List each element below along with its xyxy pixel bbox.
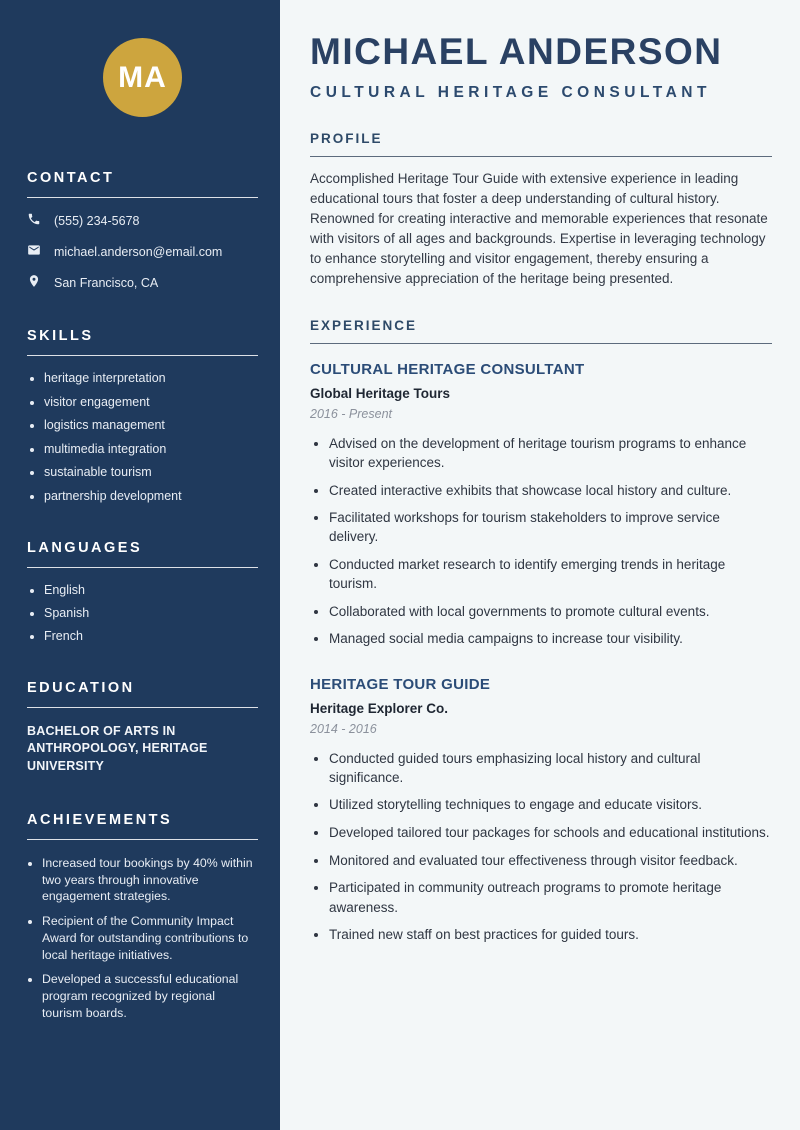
profile-heading: PROFILE (310, 131, 772, 157)
job-bullet: • Created interactive exhibits that showcase local history and culture. (329, 481, 772, 500)
profile-text: Accomplished Heritage Tour Guide with extensive experience in leading educational tours that foster a deep understanding of cultural history. Renowned for creating interactive and memorable experiences that resonate with visitors of all ages and backgrounds. Expertise in leveraging technology to enhance storytelling and visitor engagement, thereby ensuring a comprehensive appreciation of the heritage being presented. (310, 170, 768, 286)
skills-heading: SKILLS (27, 328, 258, 356)
contact-location (27, 274, 258, 291)
contact-location-text: San Francisco, CA (54, 275, 159, 290)
job-bullet: • Facilitated workshops for tourism stakeholders to improve service delivery. (329, 508, 772, 546)
languages-section (27, 540, 258, 643)
person-name: MICHAEL ANDERSON (310, 31, 723, 72)
achievement-item: • Recipient of the Community Impact Award for outstanding contributions to local heritage initiatives. (42, 913, 258, 963)
skill-item: • partnership development (44, 489, 258, 503)
education-section (27, 680, 258, 776)
education-degree: BACHELOR OF ARTS IN ANTHROPOLOGY, HERITAGE UNIVERSITY (27, 723, 208, 773)
skill-item: • sustainable tourism (44, 465, 258, 479)
language-item: • English (44, 583, 258, 597)
job-company: Heritage Explorer Co. (310, 700, 449, 716)
contact-heading: CONTACT (27, 170, 258, 198)
experience-job (310, 361, 772, 649)
profile-section (310, 131, 772, 289)
job-bullet: • Advised on the development of heritage tourism programs to enhance visitor experiences. (329, 434, 772, 472)
job-bullet: • Developed tailored tour packages for schools and educational institutions. (329, 823, 772, 842)
skill-item: • visitor engagement (44, 395, 258, 409)
achievement-item: • Developed a successful educational program recognized by regional tourism boards. (42, 971, 258, 1021)
achievement-item: • Increased tour bookings by 40% within two years through innovative engagement strategies. (42, 855, 258, 905)
achievements-heading: ACHIEVEMENTS (27, 812, 258, 840)
achievements-list (27, 855, 258, 1021)
phone-icon (27, 212, 41, 229)
experience-heading: EXPERIENCE (310, 318, 772, 344)
job-company: Global Heritage Tours (310, 385, 451, 401)
job-title: CULTURAL HERITAGE CONSULTANT (310, 360, 585, 378)
job-bullet: • Utilized storytelling techniques to engage and educate visitors. (329, 795, 772, 814)
location-icon (27, 274, 41, 291)
skill-item: • multimedia integration (44, 442, 258, 456)
main-content (280, 0, 800, 1130)
person-title: CULTURAL HERITAGE CONSULTANT (310, 83, 711, 101)
contact-email (27, 243, 258, 260)
language-item: • Spanish (44, 606, 258, 620)
experience-section (310, 318, 772, 945)
sidebar (0, 0, 280, 1130)
avatar-initials: MA (118, 60, 167, 94)
job-bullet: • Managed social media campaigns to increase tour visibility. (329, 629, 772, 648)
contact-phone-text: (555) 234-5678 (54, 213, 140, 228)
education-heading: EDUCATION (27, 680, 258, 708)
job-bullet: • Collaborated with local governments to promote cultural events. (329, 602, 772, 621)
job-bullet: • Conducted guided tours emphasizing local history and cultural significance. (329, 749, 772, 787)
contact-section (27, 170, 258, 291)
contact-phone (27, 212, 258, 229)
job-bullet: • Conducted market research to identify emerging trends in heritage tourism. (329, 555, 772, 593)
job-title: HERITAGE TOUR GUIDE (310, 675, 491, 693)
languages-list (27, 583, 258, 643)
achievements-section (27, 812, 258, 1021)
job-bullet: • Monitored and evaluated tour effectiveness through visitor feedback. (329, 851, 772, 870)
languages-heading: LANGUAGES (27, 540, 258, 568)
experience-job (310, 676, 772, 945)
language-item: • French (44, 629, 258, 643)
skill-item: • logistics management (44, 418, 258, 432)
skills-section (27, 328, 258, 503)
job-bullet: • Trained new staff on best practices for guided tours. (329, 925, 772, 944)
job-dates: 2016 - Present (310, 406, 392, 421)
job-bullet: • Participated in community outreach programs to promote heritage awareness. (329, 878, 772, 916)
contact-email-text: michael.anderson@email.com (54, 244, 223, 259)
email-icon (27, 243, 41, 260)
job-bullet-list (310, 434, 772, 649)
job-dates: 2014 - 2016 (310, 721, 377, 736)
job-bullet-list (310, 749, 772, 945)
skills-list (27, 371, 258, 503)
avatar (103, 38, 182, 117)
skill-item: • heritage interpretation (44, 371, 258, 385)
